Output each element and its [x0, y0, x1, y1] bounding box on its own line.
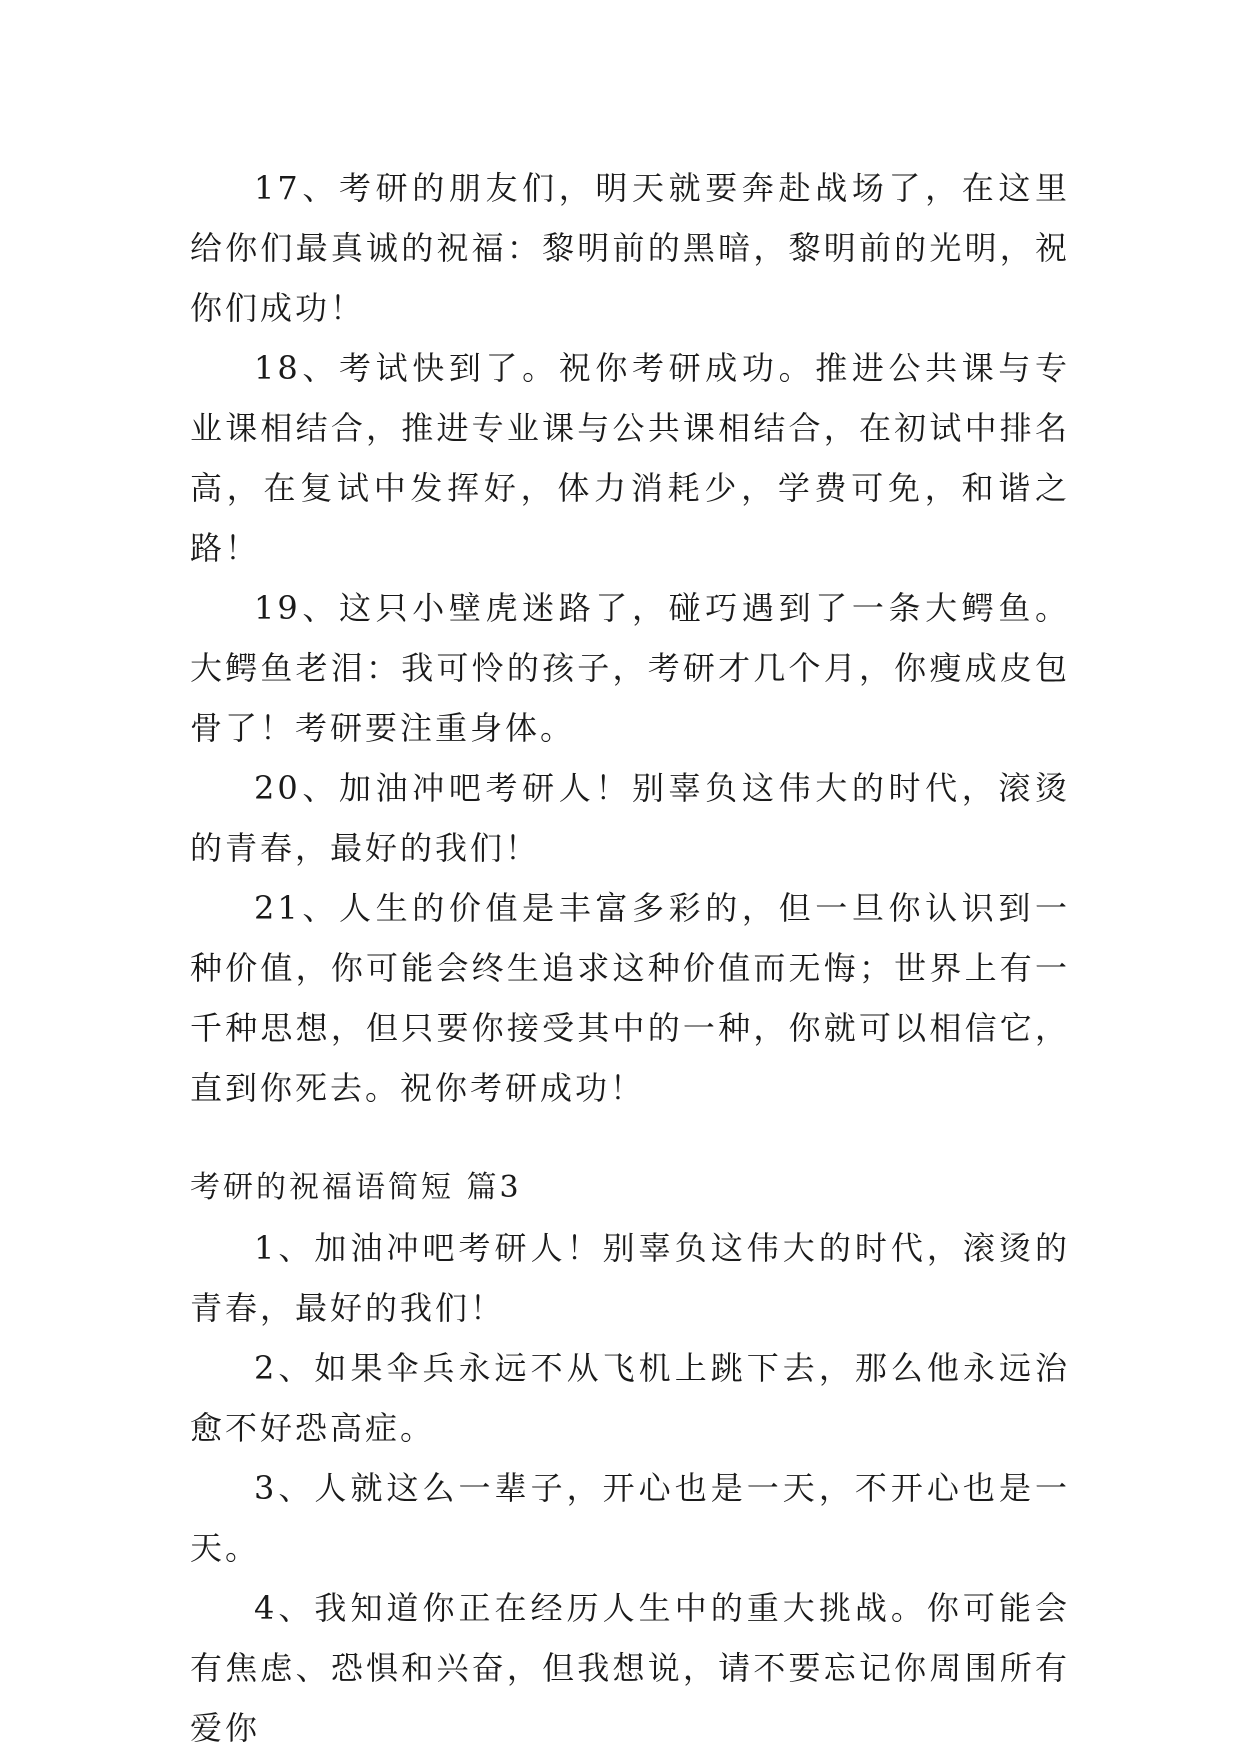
paragraph-21: 21、人生的价值是丰富多彩的，但一旦你认识到一种价值，你可能会终生追求这种价值而无悔；世界上有一千种思想，但只要你接受其中的一种，你就可以相信它，直到你死去。祝你考研成功！	[190, 889, 1070, 1107]
paragraph-17: 17、考研的朋友们，明天就要奔赴战场了，在这里给你们最真诚的祝福：黎明前的黑暗，黎明前的光明，祝你们成功！	[190, 169, 1070, 327]
paragraph-18: 18、考试快到了。祝你考研成功。推进公共课与专业课相结合，推进专业课与公共课相结合，在初试中排名高，在复试中发挥好，体力消耗少，学费可免，和谐之路！	[190, 349, 1070, 567]
document-page	[190, 158, 1070, 1758]
paragraph-3: 3、人就这么一辈子，开心也是一天，不开心也是一天。	[190, 1469, 1070, 1567]
paragraph-1: 1、加油冲吧考研人！别辜负这伟大的时代，滚烫的青春，最好的我们！	[190, 1229, 1070, 1327]
section-heading: 考研的祝福语简短 篇3	[190, 1170, 522, 1205]
paragraph-4: 4、我知道你正在经历人生中的重大挑战。你可能会有焦虑、恐惧和兴奋，但我想说，请不要忘记你周围所有爱你	[190, 1589, 1070, 1747]
paragraph-2: 2、如果伞兵永远不从飞机上跳下去，那么他永远治愈不好恐高症。	[190, 1349, 1070, 1447]
paragraph-20: 20、加油冲吧考研人！别辜负这伟大的时代，滚烫的青春，最好的我们！	[190, 769, 1070, 867]
paragraph-19: 19、这只小壁虎迷路了，碰巧遇到了一条大鳄鱼。大鳄鱼老泪：我可怜的孩子，考研才几个月，你瘦成皮包骨了！考研要注重身体。	[190, 589, 1070, 747]
